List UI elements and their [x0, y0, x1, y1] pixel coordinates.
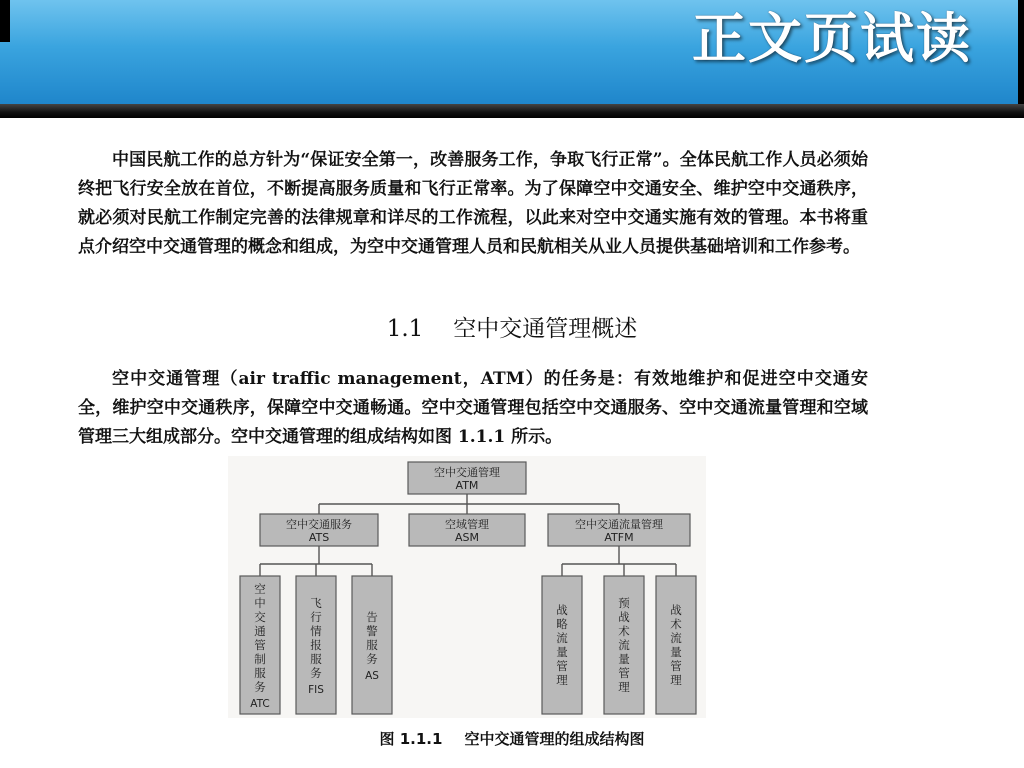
- atfm-child-node-2-label: 战术流量管理: [670, 603, 682, 687]
- level2-node-2-abbr: ATFM: [604, 531, 634, 544]
- figure-caption: [0, 728, 1024, 749]
- ats-child-node-1-abbr: FIS: [308, 684, 324, 696]
- atm-node-label: 空中交通管理: [434, 466, 500, 479]
- org-chart: [228, 456, 706, 718]
- level2-node-0-abbr: ATS: [308, 531, 330, 544]
- atfm-child-node-0-label: 战略流量管理: [556, 603, 568, 687]
- ats-child-node-1-label: 飞行情报服务: [310, 596, 322, 680]
- level2-node-1-label: 空域管理: [445, 518, 489, 531]
- ats-child-node-2-label: 告警服务: [366, 610, 378, 666]
- ats-child-node-2-abbr: AS: [365, 670, 379, 682]
- header-corner-mark: [0, 0, 10, 42]
- atm-paragraph: 空中交通管理（air traffic management，ATM）的任务是：有效地维护和促进空中交通安全，维护空中交通秩序，保障空中交通畅通。空中交通管理包括空中交通服务、空中交通流量管理和空域管理三大组成部分。空中交通管理的组成结构如图 1.1.1 所示。: [78, 369, 868, 447]
- figure-caption-text: 空中交通管理的组成结构图: [464, 730, 645, 748]
- header-divider-bar: [0, 104, 1024, 118]
- atfm-child-node-1-label: 预战术流量管理: [618, 596, 630, 694]
- slide-header: [0, 0, 1024, 104]
- level2-node-1-abbr: ASM: [455, 531, 479, 544]
- level2-node-0-label: 空中交通服务: [286, 518, 352, 531]
- atm-structure-figure: [228, 456, 706, 718]
- ats-child-node-0-label: 空中交通管制服务: [254, 582, 266, 694]
- section-title: 空中交通管理概述: [453, 316, 638, 342]
- figure-number: 图 1.1.1: [379, 730, 443, 748]
- section-number: 1.1: [386, 316, 424, 342]
- atm-node-abbr: ATM: [455, 479, 479, 492]
- section-heading: [0, 310, 1024, 343]
- slide-title: 正文页试读: [692, 7, 972, 70]
- intro-paragraph: 中国民航工作的总方针为“保证安全第一，改善服务工作，争取飞行正常”。全体民航工作人员必须始终把飞行安全放在首位，不断提高服务质量和飞行正常率。为了保障空中交通安全、维护空中交通秩序，就必须对民航工作制定完善的法律规章和详尽的工作流程，以此来对空中交通实施有效的管理。本书将重点介绍空中交通管理的概念和组成，为空中交通管理人员和民航相关从业人员提供基础培训和工作参考。: [78, 150, 868, 257]
- level2-node-2-label: 空中交通流量管理: [575, 518, 663, 531]
- ats-child-node-0-abbr: ATC: [250, 698, 270, 710]
- header-edge-line: [1018, 0, 1024, 104]
